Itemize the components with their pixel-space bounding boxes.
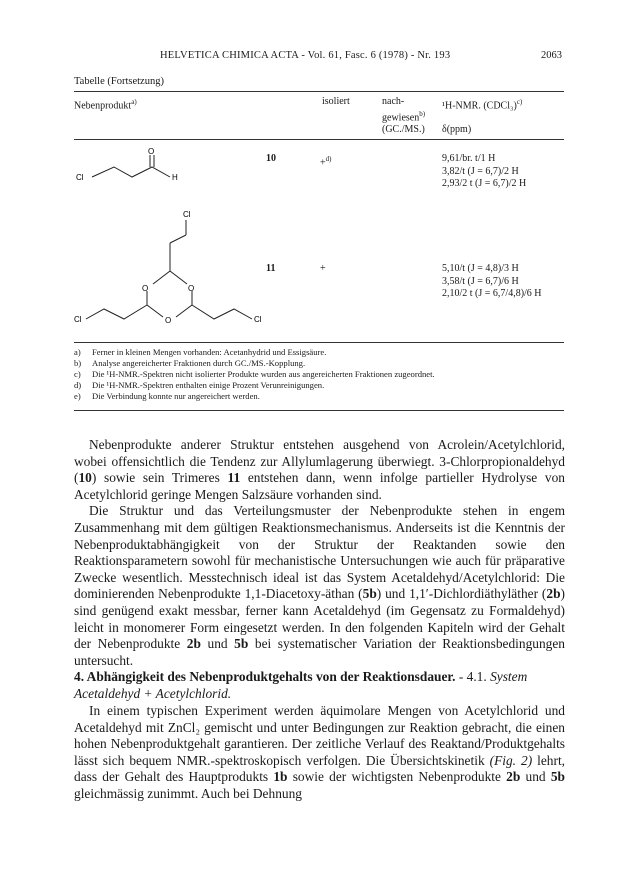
- atom-label-cl: Cl: [74, 315, 82, 324]
- nmr-line: 2,10/2 t (J = 6,7/4,8)/6 H: [442, 288, 542, 299]
- atom-label-h: H: [172, 173, 178, 182]
- footnotes-bottom-rule: [74, 410, 564, 411]
- atom-label-o: O: [188, 284, 195, 293]
- atom-label-o: O: [142, 284, 149, 293]
- atom-label-cl: Cl: [76, 173, 84, 182]
- table-footnotes: [74, 347, 564, 402]
- table-caption: Tabelle (Fortsetzung): [74, 76, 164, 87]
- atom-label-cl: Cl: [183, 210, 191, 219]
- nmr-line: 5,10/t (J = 4,8)/3 H: [442, 263, 519, 274]
- body-text-upper: [74, 437, 565, 669]
- structure-11-trioxane-trimer: [74, 207, 274, 337]
- section-heading: 4. Abhängigkeit des Nebenproduktgehalts von der Reaktionsdauer. - 4.1. System Acetaldehyd + Acetylchlorid.: [74, 669, 528, 701]
- col-header-nmr: ¹H-NMR. (CDCl₃)$^{c)}$ δ(ppm): [442, 98, 523, 136]
- compound-number-10: 10: [266, 153, 276, 164]
- footnote: b) Analyse angereicherter Fraktionen durch GC./MS.-Kopplung.: [74, 358, 306, 368]
- paragraph-structure-distribution: Die Struktur und das Verteilungsmuster der Nebenprodukte stehen in engem Zusammenhang mit dem gültigen Reaktionsmechanismus. Anderseits ist die Kenntnis der Nebenproduktabhängigkeit von der Struktur der Reaktanden sowie den Reaktionsparametern sowohl für mechanistische Untersuchungen wie auch für präparative Zwecke wesentlich. Messtechnisch ideal ist das System Acetaldehyd/Acetylchlorid: Die dominierenden Nebenprodukte 1,1-Diacetoxy-äthan (5b) und 1,1′-Dichlordiäthyläther (2b) sind genügend exakt messbar, ferner kann Acetaldehyd (im Gegensatz zu Formaldehyd) leicht in monomerer Form eingesetzt werden. In den folgenden Kapiteln wird der Gehalt der Nebenprodukte 2b und 5b bei systematischer Variation der Reaktionsbedingungen untersucht.: [74, 503, 565, 668]
- nmr-line: 2,93/2 t (J = 6,7)/2 H: [442, 178, 527, 189]
- atom-label-o: O: [148, 147, 155, 156]
- journal-citation: HELVETICA CHIMICA ACTA - Vol. 61, Fasc. 6 (1978) - Nr. 193: [160, 50, 451, 61]
- paragraph-typical-experiment: In einem typischen Experiment werden äquimolare Mengen von Acetylchlorid und Acetaldehyd mit ZnCl₂ gemischt und unter Bedingungen zur Reaktion gebracht, die einen hohen Nebenproduktgehalt garantieren. Der zeitliche Verlauf des Reaktand/Produktgehalts lässt sich bequem NMR.-spektroskopisch verfolgen. Die Übersichtskinetik (Fig. 2) lehrt, dass der Gehalt des Hauptprodukts 1b sowie der wichtigsten Nebenprodukte 2b und 5b gleichmässig zunimmt. Auch bei Dehnung: [74, 703, 566, 801]
- col-header-detected: nach- gewiesen$^{b)}$ (GC./MS.): [382, 96, 426, 136]
- paragraph-byproducts-acrolein: Nebenprodukte anderer Struktur entstehen ausgehend von Acrolein/Acetylchlorid, wobei offensichtlich die Tendenz zur Allylumlagerung überwiegt. 3-Chlorpropionaldehyd (10) sowie sein Trimeres 11 entstehen dann, wenn infolge partieller Hydrolyse von Acetylchlorid geringe Mengen Salzsäure vorhanden sind.: [74, 437, 565, 502]
- footnote: d) Die ¹H-NMR.-Spektren enthalten einige Prozent Verunreinigungen.: [74, 380, 325, 390]
- nmr-11: [442, 263, 542, 301]
- table-top-rule: [74, 91, 564, 92]
- isolated-11: +: [320, 263, 326, 274]
- structure-10-3-chlorpropionaldehyde: [74, 145, 214, 185]
- page-number: 2063: [541, 50, 562, 61]
- body-text-lower: [74, 703, 565, 803]
- compound-number-11: 11: [266, 263, 276, 274]
- nmr-line: 3,58/t (J = 6,7)/6 H: [442, 275, 519, 287]
- col-header-isolated: isoliert: [322, 96, 350, 107]
- atom-label-o: O: [165, 316, 172, 325]
- nmr-10: [442, 153, 526, 191]
- nmr-line: 9,61/br. t/1 H: [442, 153, 496, 164]
- footnote: c) Die ¹H-NMR.-Spektren nicht isolierter Produkte wurden aus angereicherten Fraktionen zugeordnet.: [74, 369, 435, 379]
- table-bottom-rule: [74, 342, 564, 343]
- col-header-byproduct: Nebenprodukt$^{a)}$: [74, 98, 137, 112]
- table-header-rule: [74, 139, 564, 140]
- isolated-10: +$^{d)}$: [320, 155, 332, 169]
- footnote: a) Ferner in kleinen Mengen vorhanden: Acetanhydrid und Essigsäure.: [74, 347, 327, 357]
- footnote: e) Die Verbindung konnte nur angereichert werden.: [74, 391, 260, 401]
- nmr-line: 3,82/t (J = 6,7)/2 H: [442, 165, 519, 177]
- atom-label-cl: Cl: [254, 315, 262, 324]
